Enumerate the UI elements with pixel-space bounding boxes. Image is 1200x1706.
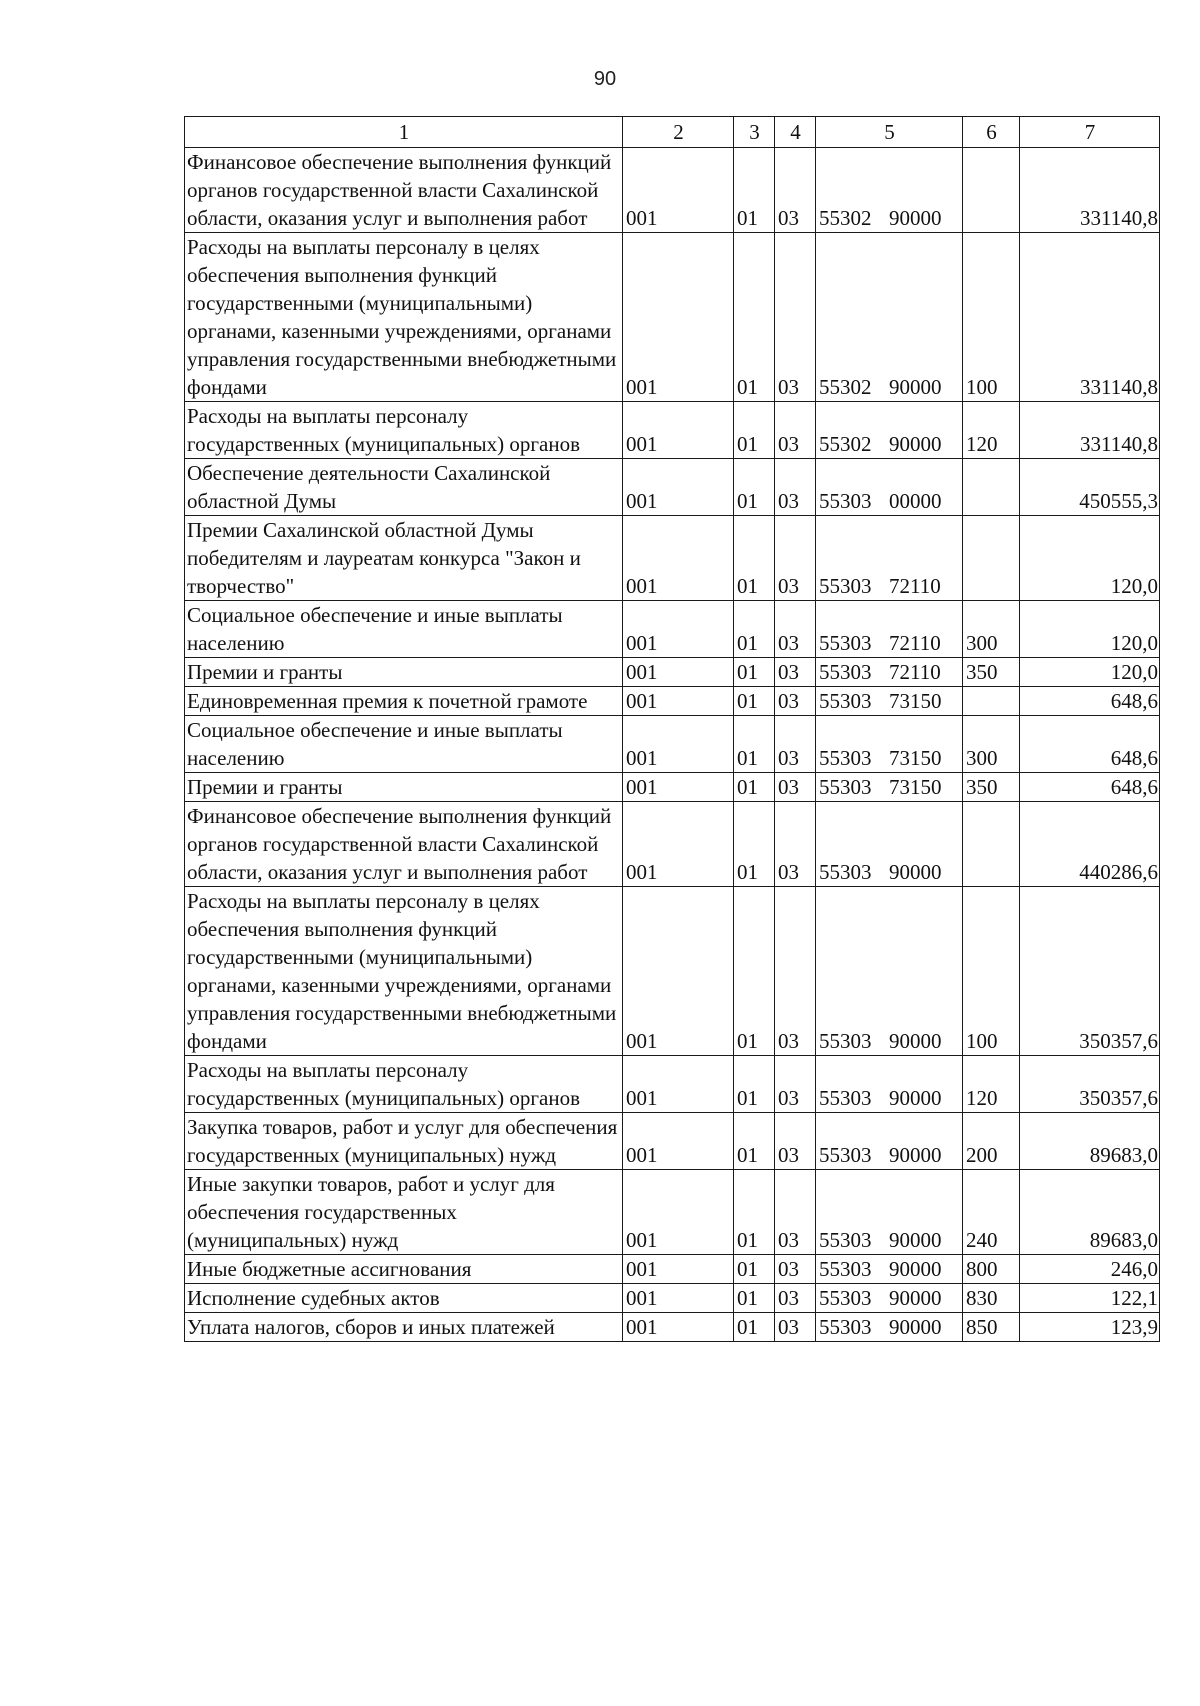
target-article-code: [816, 1313, 963, 1342]
item-name: Закупка товаров, работ и услуг для обеспечения государственных (муниципальных) нужд: [185, 1113, 623, 1170]
item-name: Расходы на выплаты персоналу государственных (муниципальных) органов: [185, 402, 623, 459]
table-row: [185, 1313, 1160, 1342]
amount: 123,9: [1020, 1313, 1160, 1342]
target-article-code: [816, 148, 963, 233]
program-code: 55303: [819, 1315, 872, 1339]
program-code: 55303: [819, 1086, 872, 1110]
ministry-code: 001: [623, 516, 734, 601]
item-name: Расходы на выплаты персоналу государственных (муниципальных) органов: [185, 1056, 623, 1113]
expense-type-code: 120: [963, 402, 1020, 459]
ministry-code: 001: [623, 148, 734, 233]
section-code: 01: [734, 459, 775, 516]
subsection-code: 03: [775, 1113, 816, 1170]
section-code: 01: [734, 1313, 775, 1342]
target-article-code: [816, 459, 963, 516]
subsection-code: 03: [775, 1170, 816, 1255]
header-row: [185, 117, 1160, 148]
section-code: 01: [734, 658, 775, 687]
subsection-code: 03: [775, 1056, 816, 1113]
header-cell-4: 4: [775, 117, 816, 148]
subsection-code: 03: [775, 402, 816, 459]
target-article-code: [816, 773, 963, 802]
item-name: Финансовое обеспечение выполнения функций органов государственной власти Сахалинской области, оказания услуг и выполнения работ: [185, 148, 623, 233]
table-row: [185, 802, 1160, 887]
section-code: 01: [734, 1170, 775, 1255]
section-code: 01: [734, 802, 775, 887]
direction-code: 72110: [889, 660, 941, 684]
amount: 450555,3: [1020, 459, 1160, 516]
program-code: 55303: [819, 1286, 872, 1310]
item-name: Премии и гранты: [185, 773, 623, 802]
subsection-code: 03: [775, 687, 816, 716]
section-code: 01: [734, 233, 775, 402]
subsection-code: 03: [775, 887, 816, 1056]
table-row: [185, 402, 1160, 459]
target-article-code: [816, 1255, 963, 1284]
amount: 350357,6: [1020, 1056, 1160, 1113]
direction-code: 90000: [889, 375, 942, 399]
expense-type-code: 350: [963, 773, 1020, 802]
ministry-code: 001: [623, 1255, 734, 1284]
target-article-code: [816, 1113, 963, 1170]
section-code: 01: [734, 887, 775, 1056]
table-row: [185, 233, 1160, 402]
program-code: 55302: [819, 375, 872, 399]
expense-type-code: 300: [963, 601, 1020, 658]
program-code: 55303: [819, 660, 872, 684]
target-article-code: [816, 601, 963, 658]
target-article-code: [816, 802, 963, 887]
table-row: [185, 658, 1160, 687]
subsection-code: 03: [775, 802, 816, 887]
target-article-code: [816, 658, 963, 687]
program-code: 55303: [819, 775, 872, 799]
amount: 331140,8: [1020, 402, 1160, 459]
subsection-code: 03: [775, 233, 816, 402]
item-name: Расходы на выплаты персоналу в целях обеспечения выполнения функций государственными (муниципальными) органами, казенными учреждениями, органами управления государственными внебюджетными фондами: [185, 887, 623, 1056]
direction-code: 90000: [889, 1257, 942, 1281]
direction-code: 72110: [889, 631, 941, 655]
direction-code: 90000: [889, 860, 942, 884]
amount: 89683,0: [1020, 1113, 1160, 1170]
item-name: Обеспечение деятельности Сахалинской областной Думы: [185, 459, 623, 516]
table-row: [185, 1284, 1160, 1313]
subsection-code: 03: [775, 516, 816, 601]
amount: 89683,0: [1020, 1170, 1160, 1255]
item-name: Уплата налогов, сборов и иных платежей: [185, 1313, 623, 1342]
ministry-code: 001: [623, 887, 734, 1056]
table-body: [185, 148, 1160, 1342]
direction-code: 90000: [889, 432, 942, 456]
direction-code: 73150: [889, 746, 942, 770]
section-code: 01: [734, 716, 775, 773]
table-row: [185, 1113, 1160, 1170]
target-article-code: [816, 233, 963, 402]
amount: 120,0: [1020, 516, 1160, 601]
direction-code: 90000: [889, 1228, 942, 1252]
amount: 122,1: [1020, 1284, 1160, 1313]
expense-type-code: 240: [963, 1170, 1020, 1255]
direction-code: 90000: [889, 1143, 942, 1167]
item-name: Иные закупки товаров, работ и услуг для обеспечения государственных (муниципальных) нужд: [185, 1170, 623, 1255]
expense-type-code: 120: [963, 1056, 1020, 1113]
ministry-code: 001: [623, 716, 734, 773]
subsection-code: 03: [775, 716, 816, 773]
table-row: [185, 516, 1160, 601]
program-code: 55303: [819, 689, 872, 713]
ministry-code: 001: [623, 658, 734, 687]
ministry-code: 001: [623, 802, 734, 887]
program-code: 55303: [819, 1143, 872, 1167]
amount: 120,0: [1020, 601, 1160, 658]
subsection-code: 03: [775, 148, 816, 233]
target-article-code: [816, 1056, 963, 1113]
header-cell-3: 3: [734, 117, 775, 148]
amount: 648,6: [1020, 716, 1160, 773]
item-name: Премии и гранты: [185, 658, 623, 687]
section-code: 01: [734, 1255, 775, 1284]
expense-type-code: 800: [963, 1255, 1020, 1284]
target-article-code: [816, 887, 963, 1056]
subsection-code: 03: [775, 459, 816, 516]
item-name: Расходы на выплаты персоналу в целях обеспечения выполнения функций государственными (муниципальными) органами, казенными учреждениями, органами управления государственными внебюджетными фондами: [185, 233, 623, 402]
table-row: [185, 716, 1160, 773]
subsection-code: 03: [775, 658, 816, 687]
table-row: [185, 601, 1160, 658]
program-code: 55302: [819, 206, 872, 230]
direction-code: 90000: [889, 206, 942, 230]
header-cell-5: 5: [816, 117, 963, 148]
section-code: 01: [734, 402, 775, 459]
section-code: 01: [734, 1056, 775, 1113]
table-row: [185, 1056, 1160, 1113]
expense-type-code: 350: [963, 658, 1020, 687]
direction-code: 90000: [889, 1029, 942, 1053]
table-row: [185, 459, 1160, 516]
direction-code: 73150: [889, 775, 942, 799]
amount: 331140,8: [1020, 148, 1160, 233]
amount: 648,6: [1020, 687, 1160, 716]
table-row: [185, 1255, 1160, 1284]
target-article-code: [816, 402, 963, 459]
section-code: 01: [734, 1113, 775, 1170]
ministry-code: 001: [623, 1284, 734, 1313]
amount: 120,0: [1020, 658, 1160, 687]
expense-type-code: [963, 516, 1020, 601]
expense-type-code: [963, 802, 1020, 887]
item-name: Социальное обеспечение и иные выплаты населению: [185, 716, 623, 773]
header-cell-1: 1: [185, 117, 623, 148]
ministry-code: 001: [623, 1313, 734, 1342]
expense-type-code: [963, 687, 1020, 716]
ministry-code: 001: [623, 1113, 734, 1170]
table-row: [185, 773, 1160, 802]
expense-type-code: [963, 148, 1020, 233]
ministry-code: 001: [623, 402, 734, 459]
section-code: 01: [734, 516, 775, 601]
amount: 350357,6: [1020, 887, 1160, 1056]
section-code: 01: [734, 1284, 775, 1313]
target-article-code: [816, 1284, 963, 1313]
program-code: 55303: [819, 489, 872, 513]
item-name: Социальное обеспечение и иные выплаты населению: [185, 601, 623, 658]
section-code: 01: [734, 601, 775, 658]
table-row: [185, 148, 1160, 233]
ministry-code: 001: [623, 1170, 734, 1255]
item-name: Исполнение судебных актов: [185, 1284, 623, 1313]
amount: 648,6: [1020, 773, 1160, 802]
amount: 246,0: [1020, 1255, 1160, 1284]
table-row: [185, 687, 1160, 716]
direction-code: 72110: [889, 574, 941, 598]
expense-type-code: 200: [963, 1113, 1020, 1170]
ministry-code: 001: [623, 233, 734, 402]
item-name: Единовременная премия к почетной грамоте: [185, 687, 623, 716]
page-number: 90: [593, 68, 617, 90]
header-cell-6: 6: [963, 117, 1020, 148]
amount: 440286,6: [1020, 802, 1160, 887]
ministry-code: 001: [623, 1056, 734, 1113]
direction-code: 90000: [889, 1086, 942, 1110]
table-row: [185, 1170, 1160, 1255]
subsection-code: 03: [775, 1284, 816, 1313]
item-name: Иные бюджетные ассигнования: [185, 1255, 623, 1284]
expense-type-code: [963, 459, 1020, 516]
direction-code: 90000: [889, 1315, 942, 1339]
direction-code: 00000: [889, 489, 942, 513]
program-code: 55303: [819, 1257, 872, 1281]
expense-type-code: 300: [963, 716, 1020, 773]
item-name: Премии Сахалинской областной Думы победителям и лауреатам конкурса "Закон и творчество": [185, 516, 623, 601]
program-code: 55303: [819, 746, 872, 770]
direction-code: 90000: [889, 1286, 942, 1310]
expense-type-code: 830: [963, 1284, 1020, 1313]
amount: 331140,8: [1020, 233, 1160, 402]
section-code: 01: [734, 148, 775, 233]
ministry-code: 001: [623, 687, 734, 716]
target-article-code: [816, 716, 963, 773]
item-name: Финансовое обеспечение выполнения функций органов государственной власти Сахалинской области, оказания услуг и выполнения работ: [185, 802, 623, 887]
subsection-code: 03: [775, 773, 816, 802]
subsection-code: 03: [775, 1313, 816, 1342]
program-code: 55303: [819, 631, 872, 655]
ministry-code: 001: [623, 601, 734, 658]
target-article-code: [816, 516, 963, 601]
program-code: 55303: [819, 1228, 872, 1252]
program-code: 55302: [819, 432, 872, 456]
ministry-code: 001: [623, 773, 734, 802]
subsection-code: 03: [775, 1255, 816, 1284]
program-code: 55303: [819, 860, 872, 884]
budget-table: [184, 116, 1160, 1342]
section-code: 01: [734, 687, 775, 716]
expense-type-code: 100: [963, 233, 1020, 402]
table-row: [185, 887, 1160, 1056]
target-article-code: [816, 1170, 963, 1255]
section-code: 01: [734, 773, 775, 802]
program-code: 55303: [819, 1029, 872, 1053]
ministry-code: 001: [623, 459, 734, 516]
expense-type-code: 850: [963, 1313, 1020, 1342]
header-cell-7: 7: [1020, 117, 1160, 148]
header-cell-2: 2: [623, 117, 734, 148]
expense-type-code: 100: [963, 887, 1020, 1056]
subsection-code: 03: [775, 601, 816, 658]
program-code: 55303: [819, 574, 872, 598]
target-article-code: [816, 687, 963, 716]
direction-code: 73150: [889, 689, 942, 713]
